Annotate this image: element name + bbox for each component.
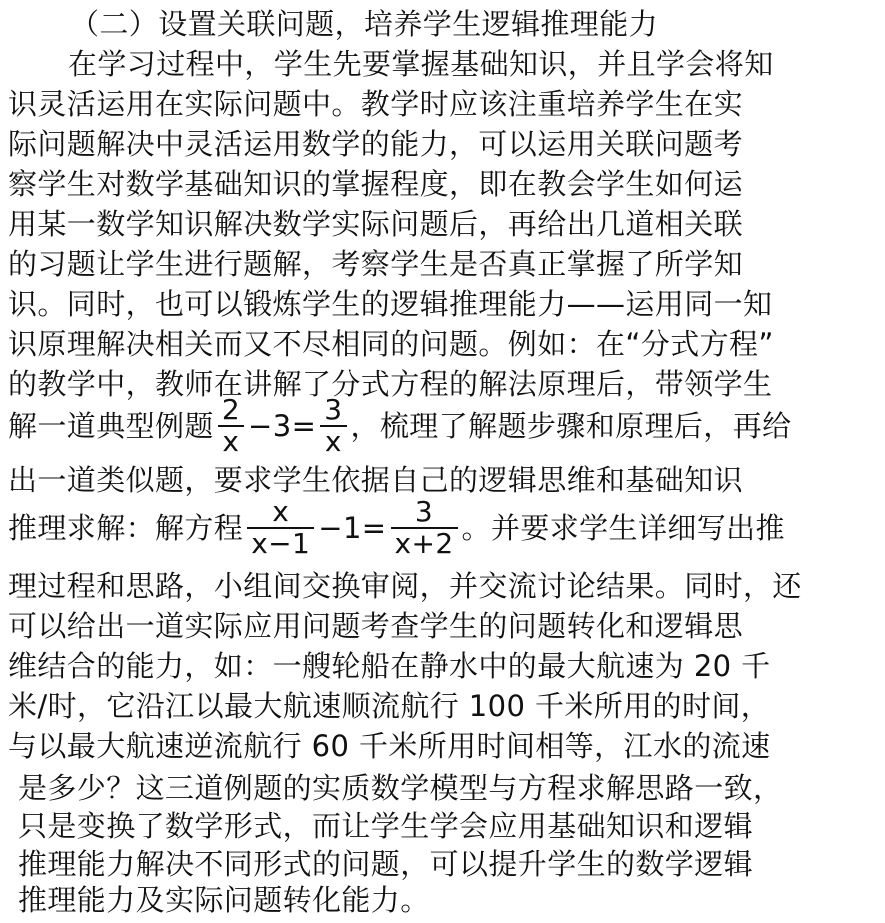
paragraph-line: 是多少？这三道例题的实质数学模型与方程求解思路一致，: [18, 771, 783, 805]
paragraph-line: 察学生对数学基础知识的掌握程度，即在教会学生如何运: [8, 167, 744, 201]
paragraph-line: 识灵活运用在实际问题中。教学时应该注重培养学生在实: [8, 87, 744, 121]
paragraph-line: 用某一数学知识解决数学实际问题后，再给出几道相关联: [8, 207, 744, 241]
paragraph-line: 只是变换了数学形式，而让学生学会应用基础知识和逻辑: [18, 809, 754, 843]
paragraph-line: 推理能力及实际问题转化能力。: [18, 883, 430, 917]
paragraph-line: 出一道类似题，要求学生依据自己的逻辑思维和基础知识: [8, 463, 744, 497]
paragraph-line: 识。同时，也可以锻炼学生的逻辑推理能力——运用同一知: [8, 287, 773, 321]
equation-line: [8, 495, 878, 560]
fraction: [218, 395, 244, 457]
equation-prefix: 解一道典型例题: [8, 409, 214, 443]
fraction-denominator: x: [324, 425, 342, 458]
equation-prefix: 推理求解：解方程: [8, 511, 244, 545]
paragraph-line: 维结合的能力，如：一艘轮船在静水中的最大航速为 20 千: [8, 649, 771, 683]
paragraph-line: 可以给出一道实际应用问题考查学生的问题转化和逻辑思: [8, 609, 744, 643]
section-heading: （二）设置关联问题，培养学生逻辑推理能力: [70, 7, 659, 41]
paragraph-line: 推理能力解决不同形式的问题，可以提升学生的数学逻辑: [18, 847, 754, 881]
fraction-denominator: x+2: [394, 527, 454, 560]
paragraph-line: 在学习过程中，学生先要掌握基础知识，并且学会将知: [68, 47, 774, 81]
fraction-numerator: 3: [320, 395, 346, 427]
equation-suffix: 。并要求学生详细写出推: [461, 511, 785, 545]
fraction: [247, 497, 314, 559]
equation-operator: −1=: [318, 511, 387, 545]
equation-line: [8, 393, 878, 458]
fraction-denominator: x: [222, 425, 240, 458]
fraction: [391, 497, 458, 559]
equation-operator: −3=: [248, 409, 317, 443]
paragraph-line: 理过程和思路，小组间交换审阅，并交流讨论结果。同时，还: [8, 569, 802, 603]
paragraph-line: 与以最大航速逆流航行 60 千米所用时间相等，江水的流速: [8, 729, 771, 763]
fraction-numerator: x: [247, 497, 314, 529]
paragraph-line: 的习题让学生进行题解，考察学生是否真正掌握了所学知: [8, 247, 744, 281]
fraction-denominator: x−1: [251, 527, 311, 560]
paragraph-line: 识原理解决相关而又不尽相同的问题。例如：在“分式方程”: [8, 327, 774, 361]
equation-suffix: ，梳理了解题步骤和原理后，再给: [350, 409, 792, 443]
paragraph-line: 际问题解决中灵活运用数学的能力，可以运用关联问题考: [8, 127, 744, 161]
paragraph-line: 的教学中，教师在讲解了分式方程的解法原理后，带领学生: [8, 367, 773, 401]
fraction: [320, 395, 346, 457]
fraction-numerator: 2: [218, 395, 244, 427]
paragraph-line: 米/时，它沿江以最大航速顺流航行 100 千米所用的时间，: [8, 689, 771, 723]
fraction-numerator: 3: [391, 497, 458, 529]
